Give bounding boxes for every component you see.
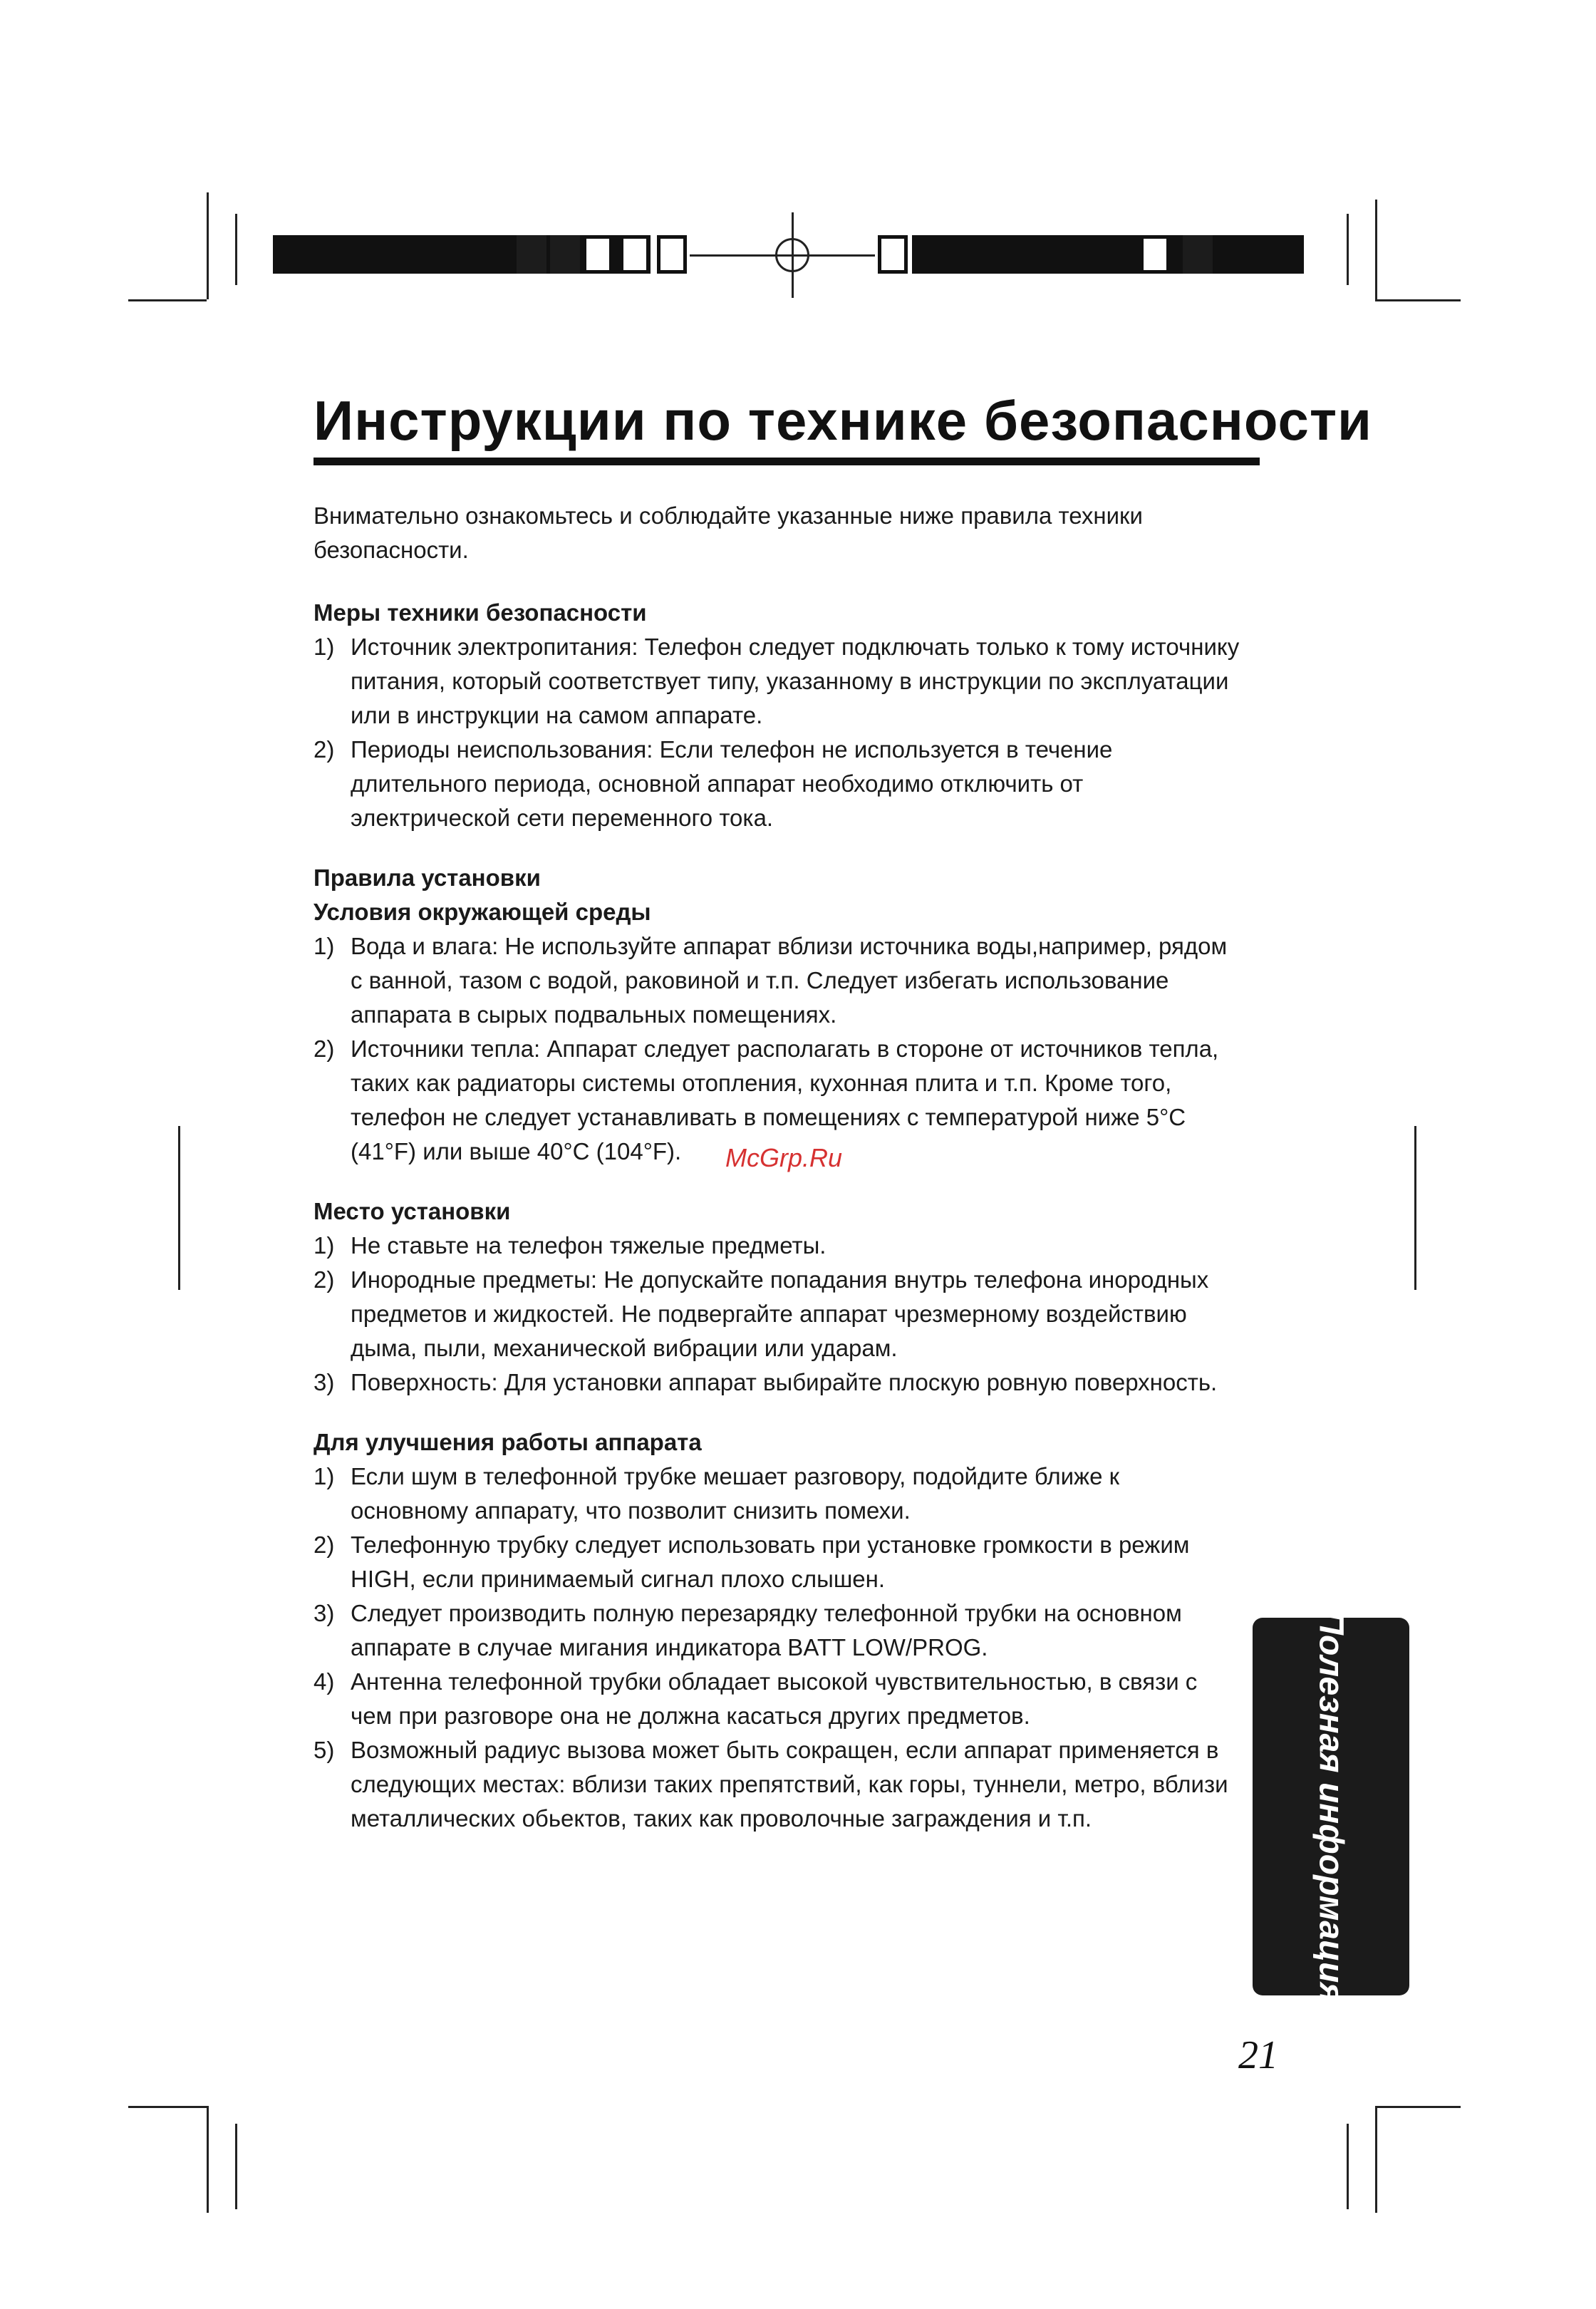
- item-number: 2): [314, 736, 335, 763]
- crop-mark: [1375, 299, 1461, 301]
- item-number: 1): [314, 933, 335, 959]
- item-number: 1): [314, 634, 335, 660]
- registration-square: [878, 235, 908, 274]
- section-heading: Правила установки: [314, 864, 541, 891]
- item-list: [314, 630, 1240, 835]
- list-item: [314, 1229, 1240, 1263]
- list-item: [314, 1665, 1240, 1733]
- item-number: 5): [314, 1737, 335, 1763]
- crop-mark: [235, 214, 237, 285]
- list-item: [314, 1528, 1240, 1596]
- intro-paragraph: Внимательно ознакомьтесь и соблюдайте указанные ниже правила техники безопасности.: [314, 502, 1143, 563]
- crop-mark: [207, 192, 209, 299]
- list-item: [314, 1733, 1240, 1836]
- page-number: 21: [1238, 2033, 1278, 2077]
- item-text: Источник электропитания: Телефон следует подключать только к тому источнику питания, который соответствует типу, указанному в инструкции по эксплуатации или в инструкции на самом аппарате.: [351, 634, 1240, 728]
- registration-square: [620, 235, 650, 274]
- item-text: Антенна телефонной трубки обладает высокой чувствительностью, в связи с чем при разговоре она не должна касаться других предметов.: [351, 1668, 1198, 1729]
- list-item: [314, 1596, 1240, 1665]
- item-text: Периоды неиспользования: Если телефон не используется в течение длительного периода, основной аппарат необходимо отключить от электрической сети переменного тока.: [351, 736, 1113, 831]
- item-text: Вода и влага: Не используйте аппарат вблизи источника воды,например, рядом с ванной, тазом с водой, раковиной и т.п. Следует избегать использование аппарата в сырых подвальных помещениях.: [351, 933, 1228, 1028]
- side-tab-label: Полезная информация: [1312, 1610, 1350, 2003]
- registration-square: [657, 235, 687, 274]
- list-item: [314, 929, 1240, 1032]
- crop-mark: [1347, 2124, 1349, 2209]
- watermark: McGrp.Ru: [725, 1143, 843, 1172]
- item-text: Если шум в телефонной трубке мешает разговору, подойдите ближе к основному аппарату, что позволит снизить помехи.: [351, 1463, 1120, 1524]
- item-number: 2): [314, 1531, 335, 1558]
- registration-bar-right: [912, 235, 1304, 274]
- section-installation-place: [314, 1194, 1240, 1400]
- list-item: [314, 1263, 1240, 1365]
- section-improving-operation: [314, 1425, 1240, 1836]
- crop-mark: [128, 2106, 207, 2108]
- item-text: Источники тепла: Аппарат следует располагать в стороне от источников тепла, таких как радиаторы системы отопления, кухонная плита и т.п. Кроме того, телефон не следует устанавливать в помещениях с температурой ниже 5°С (41°F) или выше 40°С (104°F).: [351, 1035, 1219, 1164]
- item-number: 2): [314, 1035, 335, 1062]
- crop-mark: [1375, 2106, 1377, 2213]
- registration-square: [517, 235, 546, 274]
- crop-mark: [1347, 214, 1349, 285]
- crop-mark: [178, 1126, 180, 1290]
- item-list: [314, 929, 1240, 1169]
- registration-square: [1183, 235, 1213, 274]
- registration-square: [583, 235, 613, 274]
- crop-mark: [1375, 200, 1377, 299]
- crosshair-icon: [750, 2131, 835, 2216]
- section-subheading: Условия окружающей среды: [314, 899, 651, 925]
- item-number: 2): [314, 1266, 335, 1293]
- item-text: Поверхность: Для установки аппарат выбирайте плоскую ровную поверхность.: [351, 1369, 1218, 1395]
- crop-mark: [1375, 2106, 1461, 2108]
- section-installation-rules: [314, 861, 1240, 1169]
- item-text: Следует производить полную перезарядку телефонной трубки на основном аппарате в случае мигания индикатора BATT LOW/PROG.: [351, 1600, 1182, 1660]
- section-heading: Место установки: [314, 1198, 511, 1224]
- list-item: [314, 733, 1240, 835]
- section-heading: Меры техники безопасности: [314, 599, 647, 626]
- crop-mark: [128, 299, 207, 301]
- item-number: 1): [314, 1232, 335, 1259]
- crosshair-icon: [750, 212, 835, 298]
- item-number: 3): [314, 1600, 335, 1626]
- section-safety-measures: [314, 596, 1240, 835]
- crop-mark: [207, 2106, 209, 2213]
- item-text: Возможный радиус вызова может быть сокращен, если аппарат применяется в следующих местах: вблизи таких препятствий, как горы, туннели, метро, вблизи металлических обьектов, таких как проволочные заграждения и т.п.: [351, 1737, 1228, 1832]
- registration-square: [550, 235, 580, 274]
- registration-square: [1140, 235, 1170, 274]
- section-heading: Для улучшения работы аппарата: [314, 1429, 702, 1455]
- item-number: 1): [314, 1463, 335, 1489]
- item-number: 3): [314, 1369, 335, 1395]
- item-text: Инородные предметы: Не допускайте попадания внутрь телефона инородных предметов и жидкостей. Не подвергайте аппарат чрезмерному воздействию дыма, пыли, механической вибрации или ударам.: [351, 1266, 1209, 1361]
- main-content: [314, 499, 1240, 1861]
- item-list: [314, 1460, 1240, 1836]
- list-item: [314, 1365, 1240, 1400]
- title-underline: [314, 458, 1260, 465]
- item-text: Не ставьте на телефон тяжелые предметы.: [351, 1232, 826, 1259]
- item-number: 4): [314, 1668, 335, 1695]
- list-item: [314, 1460, 1240, 1528]
- item-list: [314, 1229, 1240, 1400]
- item-text: Телефонную трубку следует использовать при установке громкости в режим HIGH, если принимаемый сигнал плохо слышен.: [351, 1531, 1190, 1592]
- list-item: [314, 630, 1240, 733]
- side-tab: [1253, 1610, 1409, 2003]
- crop-mark: [235, 2124, 237, 2209]
- page-title: Инструкции по технике безопасности: [314, 389, 1372, 452]
- crop-mark: [1414, 1126, 1416, 1290]
